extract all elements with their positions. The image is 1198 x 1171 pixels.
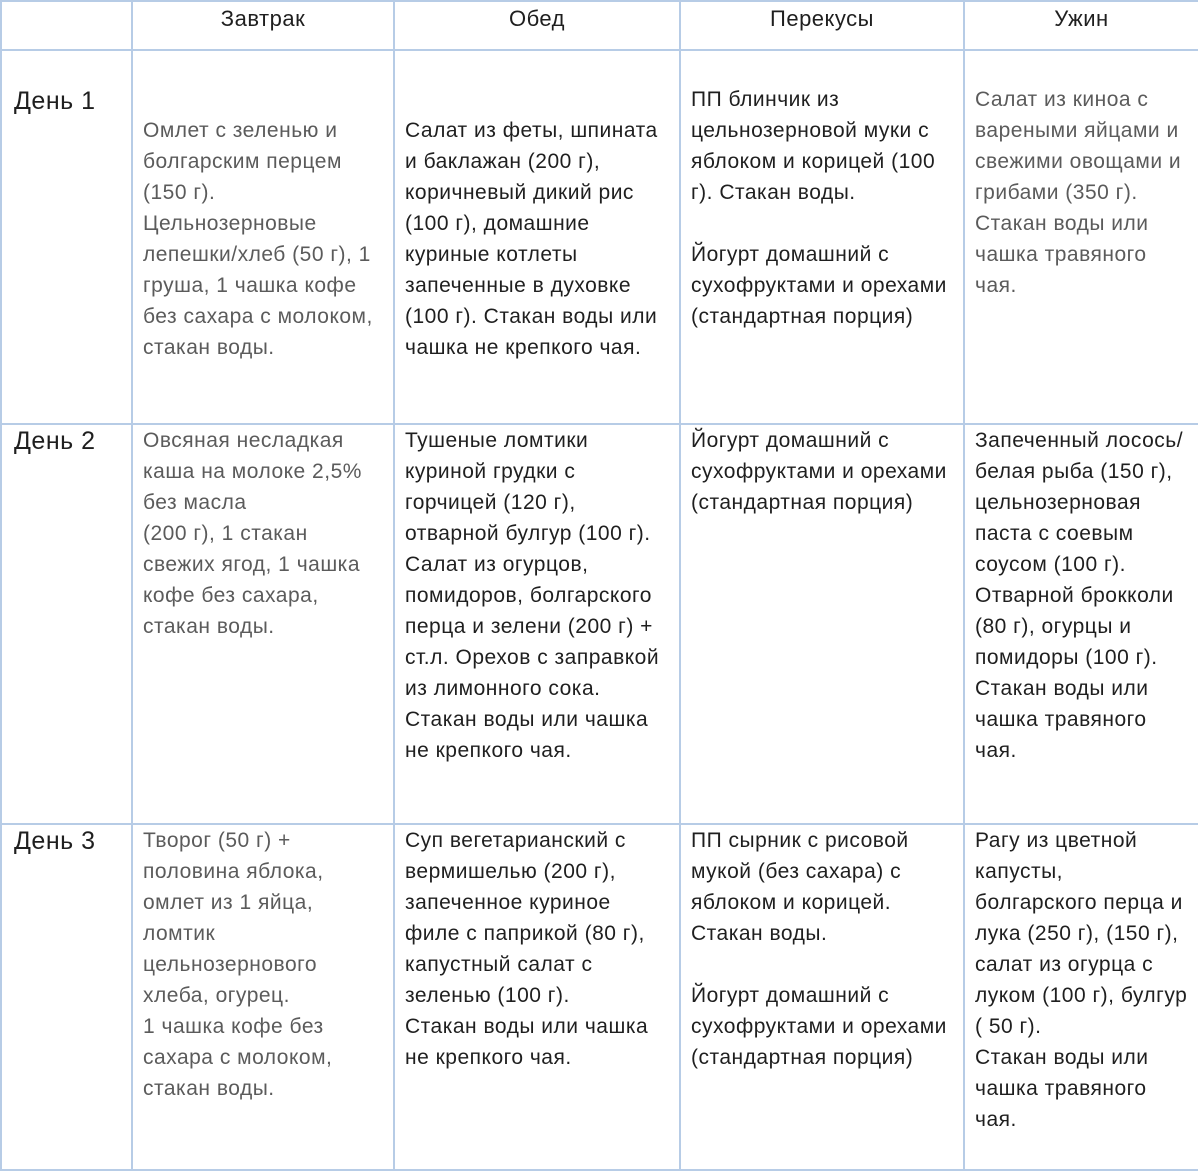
table-row: [1, 824, 1198, 1170]
snacks-cell: ПП блинчик из цельнозерновой муки с яблоком и корицей (100 г). Стакан воды. Йогурт домашний с сухофруктами и орехами (стандартная порция): [680, 50, 964, 424]
breakfast-cell: Овсяная несладкая каша на молоке 2,5% без масла (200 г), 1 стакан свежих ягод, 1 чашка кофе без сахара, стакан воды.: [132, 424, 394, 824]
header-row: [1, 1, 1198, 50]
day-label: День 1: [1, 50, 132, 424]
breakfast-cell: Творог (50 г) + половина яблока, омлет из 1 яйца, ломтик цельнозернового хлеба, огурец. 1 чашка кофе без сахара с молоком, стакан воды.: [132, 824, 394, 1170]
header-lunch: Обед: [394, 1, 680, 50]
lunch-cell: Тушеные ломтики куриной грудки с горчицей (120 г), отварной булгур (100 г). Салат из огурцов, помидоров, болгарского перца и зелени (200 г) + ст.л. Орехов с заправкой из лимонного сока. Стакан воды или чашка не крепкого чая.: [394, 424, 680, 824]
day-label: День 3: [1, 824, 132, 1170]
dinner-cell: Запеченный лосось/белая рыба (150 г), цельнозерновая паста с соевым соусом (100 г). Отварной брокколи (80 г), огурцы и помидоры (100 г). Стакан воды или чашка травяного чая.: [964, 424, 1198, 824]
dinner-cell: Рагу из цветной капусты, болгарского перца и лука (250 г), (150 г), салат из огурца с луком (100 г), булгур ( 50 г). Стакан воды или чашка травяного чая.: [964, 824, 1198, 1170]
day-label: День 2: [1, 424, 132, 824]
header-corner: [1, 1, 132, 50]
snacks-cell: Йогурт домашний с сухофруктами и орехами (стандартная порция): [680, 424, 964, 824]
lunch-cell: Салат из феты, шпината и баклажан (200 г), коричневый дикий рис (100 г), домашние куриные котлеты запеченные в духовке (100 г). Стакан воды или чашка не крепкого чая.: [394, 50, 680, 424]
header-dinner: Ужин: [964, 1, 1198, 50]
snacks-cell: ПП сырник с рисовой мукой (без сахара) с яблоком и корицей. Стакан воды. Йогурт домашний с сухофруктами и орехами (стандартная порция): [680, 824, 964, 1170]
header-breakfast: Завтрак: [132, 1, 394, 50]
table-row: [1, 424, 1198, 824]
breakfast-cell: Омлет с зеленью и болгарским перцем (150 г). Цельнозерновые лепешки/хлеб (50 г), 1 груша, 1 чашка кофе без сахара с молоком, стакан воды.: [132, 50, 394, 424]
lunch-cell: Суп вегетарианский с вермишелью (200 г), запеченное куриное филе с паприкой (80 г), капустный салат с зеленью (100 г). Стакан воды или чашка не крепкого чая.: [394, 824, 680, 1170]
header-snacks: Перекусы: [680, 1, 964, 50]
dinner-cell: Салат из киноа с вареными яйцами и свежими овощами и грибами (350 г). Стакан воды или чашка травяного чая.: [964, 50, 1198, 424]
table-row: [1, 50, 1198, 424]
